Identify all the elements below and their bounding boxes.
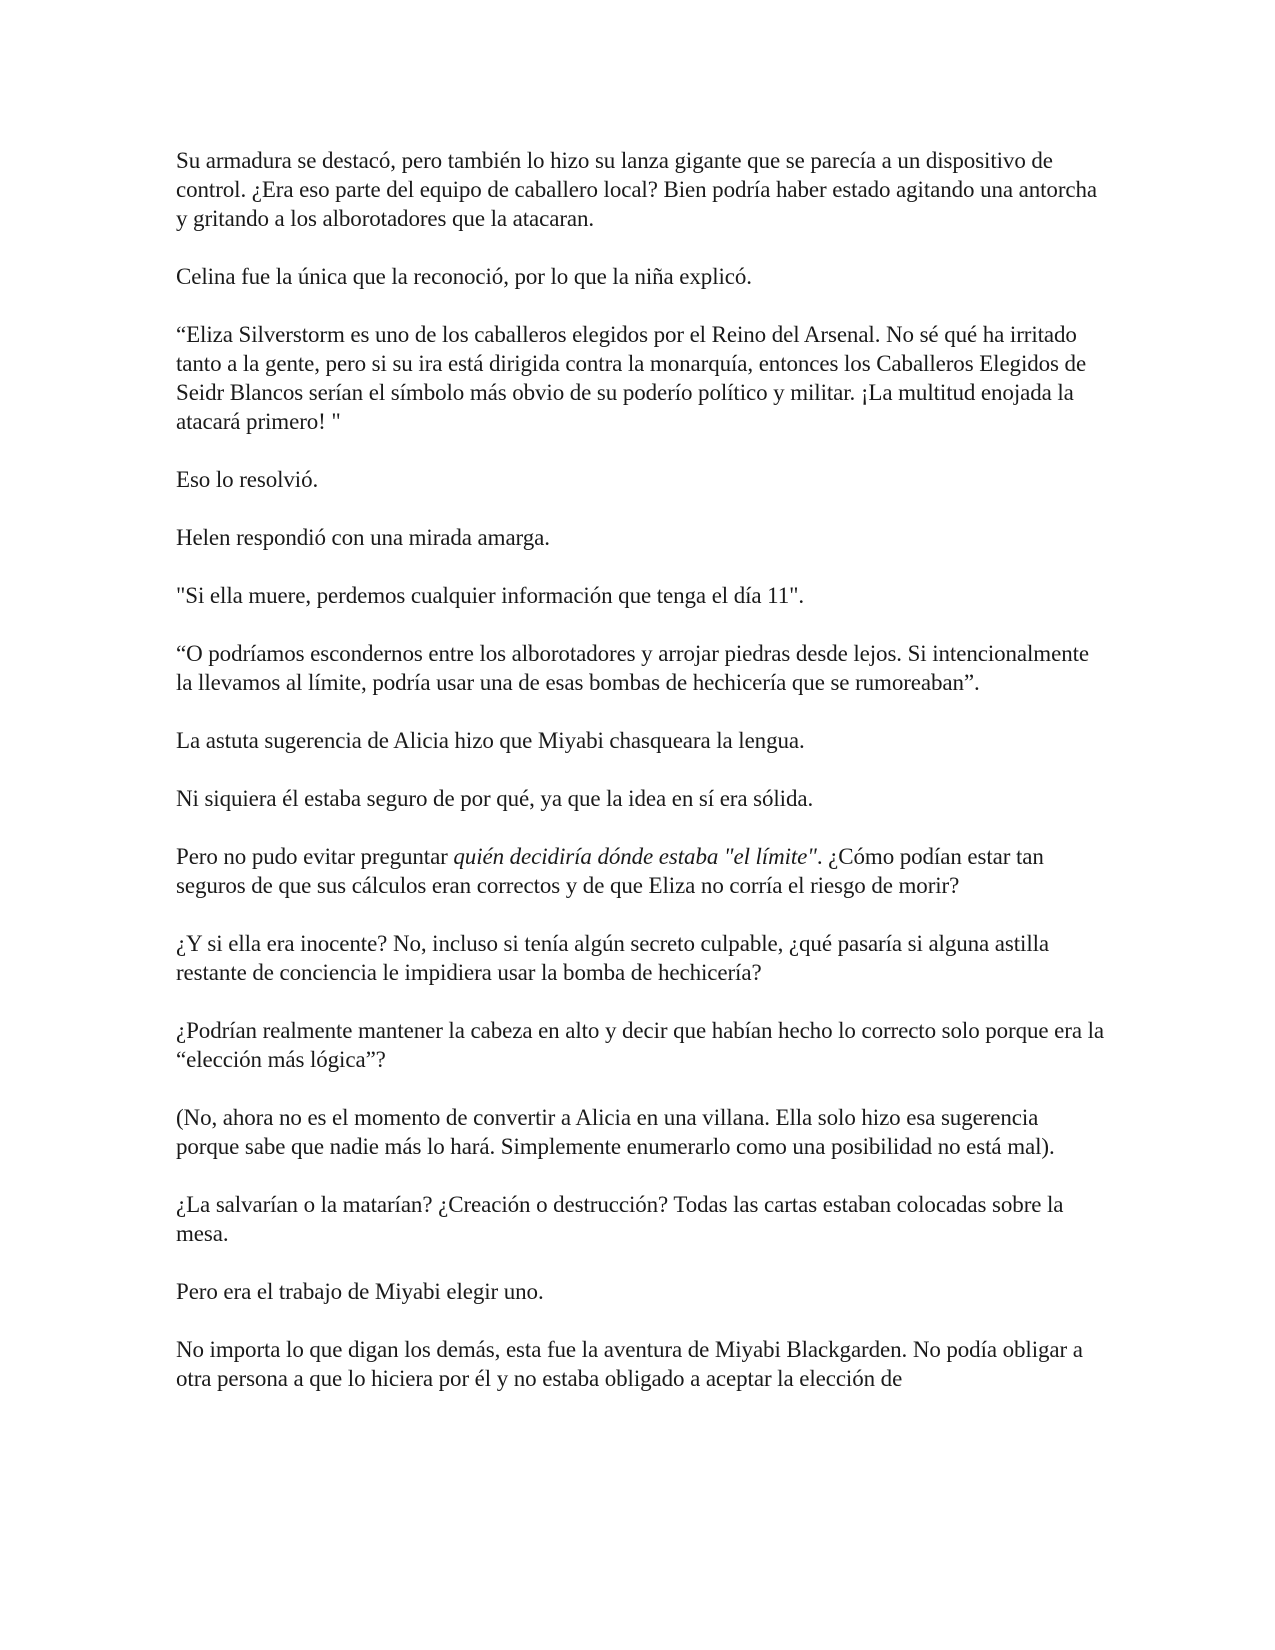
paragraph-11: ¿Y si ella era inocente? No, incluso si tenía algún secreto culpable, ¿qué pasaría si alguna astilla restante de conciencia le impidiera usar la bomba de hechicería? <box>176 931 1050 985</box>
paragraph-10 <box>176 842 1106 900</box>
paragraph-16: No importa lo que digan los demás, esta fue la aventura de Miyabi Blackgarden. No podía obligar a otra persona a que lo hiciera por él y no estaba obligado a aceptar la elección de <box>176 1337 1083 1391</box>
paragraph-9: Ni siquiera él estaba seguro de por qué, ya que la idea en sí era sólida. <box>176 786 814 811</box>
paragraph-7: “O podríamos escondernos entre los alborotadores y arrojar piedras desde lejos. Si intencionalmente la llevamos al límite, podría usar una de esas bombas de hechicería que se rumoreaban”. <box>176 641 1090 695</box>
paragraph-6: "Si ella muere, perdemos cualquier información que tenga el día 11". <box>176 583 805 608</box>
paragraph-12: ¿Podrían realmente mantener la cabeza en alto y decir que habían hecho lo correcto solo porque era la “elección más lógica”? <box>176 1018 1104 1072</box>
document-body <box>176 146 1106 1422</box>
paragraph-8: La astuta sugerencia de Alicia hizo que Miyabi chasqueara la lengua. <box>176 728 805 753</box>
paragraph-14: ¿La salvarían o la matarían? ¿Creación o destrucción? Todas las cartas estaban colocadas sobre la mesa. <box>176 1192 1064 1246</box>
paragraph-10-text-end: . ¿Cómo podían estar tan seguros de que sus cálculos eran correctos y de que Eliza no corría el riesgo de morir? <box>176 844 1044 898</box>
paragraph-1: Su armadura se destacó, pero también lo hizo su lanza gigante que se parecía a un dispositivo de control. ¿Era eso parte del equipo de caballero local? Bien podría haber estado agitando una antorcha y gritando a los alborotadores que la atacaran. <box>176 148 1097 231</box>
paragraph-5: Helen respondió con una mirada amarga. <box>176 525 550 550</box>
paragraph-3: “Eliza Silverstorm es uno de los caballeros elegidos por el Reino del Arsenal. No sé qué ha irritado tanto a la gente, pero si su ira está dirigida contra la monarquía, entonces los Caballeros Elegidos de Seidr Blancos serían el símbolo más obvio de su poderío político y militar. ¡La multitud enojada la atacará primero! " <box>176 322 1087 434</box>
paragraph-2: Celina fue la única que la reconoció, por lo que la niña explicó. <box>176 264 752 289</box>
paragraph-10-italic-phrase: quién decidiría dónde estaba "el límite" <box>453 844 817 869</box>
paragraph-4: Eso lo resolvió. <box>176 467 319 492</box>
paragraph-10-text-start: Pero no pudo evitar preguntar <box>176 844 454 869</box>
paragraph-15: Pero era el trabajo de Miyabi elegir uno. <box>176 1279 544 1304</box>
paragraph-13: (No, ahora no es el momento de convertir a Alicia en una villana. Ella solo hizo esa sugerencia porque sabe que nadie más lo hará. Simplemente enumerarlo como una posibilidad no está mal). <box>176 1105 1055 1159</box>
